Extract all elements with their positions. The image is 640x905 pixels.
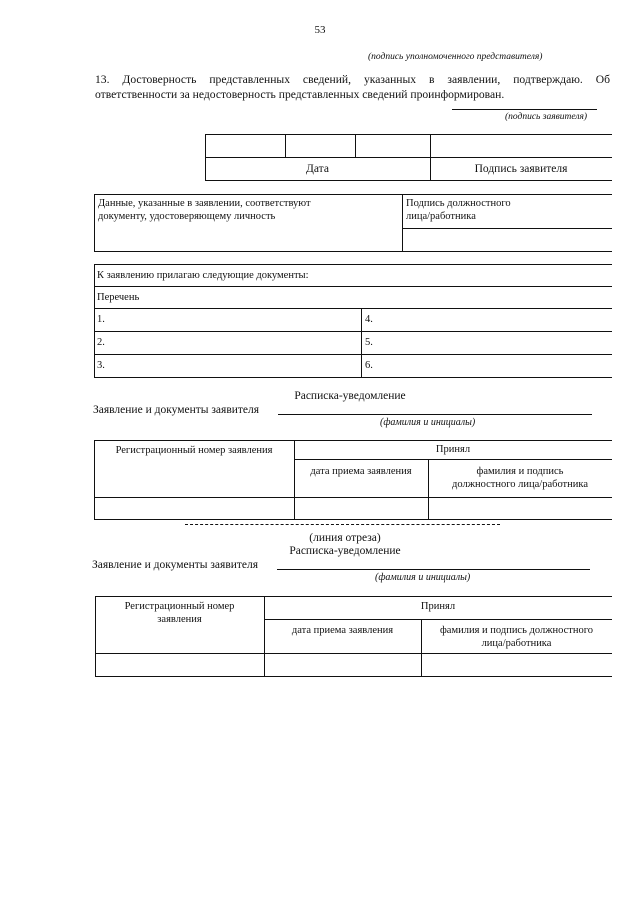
document-list-label: Перечень bbox=[97, 292, 140, 303]
receipt-1-name-line bbox=[278, 414, 592, 415]
official-signature-label-line-1: Подпись должностного bbox=[406, 198, 511, 209]
receipt-1-title: Расписка-уведомление bbox=[294, 390, 406, 402]
receipt-1-reg-number-header: Регистрационный номер заявления bbox=[115, 445, 273, 456]
data-matches-label-line-1: Данные, указанные в заявлении, соответствуют bbox=[98, 198, 311, 209]
date-label: Дата bbox=[306, 163, 329, 175]
receipt-2-title: Расписка-уведомление bbox=[289, 545, 401, 557]
cut-line bbox=[185, 524, 500, 525]
document-item-1: 1. bbox=[97, 314, 105, 325]
document-item-3: 3. bbox=[97, 360, 105, 371]
receipt-1-date-header: дата приема заявления bbox=[310, 466, 412, 477]
attached-documents-header: К заявлению прилагаю следующие документы: bbox=[97, 270, 309, 281]
receipt-2-official-header-line-1: фамилия и подпись должностного bbox=[440, 625, 593, 636]
receipt-2-date-header: дата приема заявления bbox=[291, 625, 394, 636]
applicant-signature-label: Подпись заявителя bbox=[474, 163, 568, 175]
receipt-2-name-caption: (фамилия и инициалы) bbox=[375, 572, 471, 583]
cut-line-label: (линия отреза) bbox=[309, 532, 381, 544]
receipt-2-reg-number-header-line-1: Регистрационный номер bbox=[124, 601, 235, 612]
item-13-paragraph bbox=[95, 73, 610, 102]
receipt-1-official-header-line-2: должностного лица/работника bbox=[452, 479, 588, 490]
item-13-line-2: ответственности за недостоверность представленных сведений проинформирован. bbox=[95, 87, 505, 101]
receipt-1-official-header-line-1: фамилия и подпись bbox=[476, 466, 564, 477]
receipt-1-name-caption: (фамилия и инициалы) bbox=[380, 417, 476, 428]
representative-signature-caption: (подпись уполномоченного представителя) bbox=[368, 52, 543, 62]
document-item-5: 5. bbox=[365, 337, 373, 348]
receipt-1-accepted-header: Принял bbox=[435, 444, 471, 455]
document-item-6: 6. bbox=[365, 360, 373, 371]
applicant-signature-line bbox=[452, 109, 597, 110]
official-signature-label-line-2: лица/работника bbox=[406, 211, 476, 222]
receipt-2-reg-number-header-line-2: заявления bbox=[157, 614, 202, 625]
receipt-2-name-line bbox=[277, 569, 590, 570]
receipt-2-official-header-line-2: лица/работника bbox=[481, 638, 552, 649]
document-item-4: 4. bbox=[365, 314, 373, 325]
page-number: 53 bbox=[314, 24, 326, 36]
receipt-1-applicant-label: Заявление и документы заявителя bbox=[93, 404, 260, 416]
data-matches-label-line-2: документу, удостоверяющему личность bbox=[98, 211, 276, 222]
receipt-2-accepted-header: Принял bbox=[420, 601, 456, 612]
item-13-line-1: 13. Достоверность представленных сведений, указанных в заявлении, подтверждаю. Об bbox=[95, 73, 610, 86]
applicant-signature-caption: (подпись заявителя) bbox=[505, 112, 588, 122]
document-item-2: 2. bbox=[97, 337, 105, 348]
receipt-2-applicant-label: Заявление и документы заявителя bbox=[92, 559, 259, 571]
